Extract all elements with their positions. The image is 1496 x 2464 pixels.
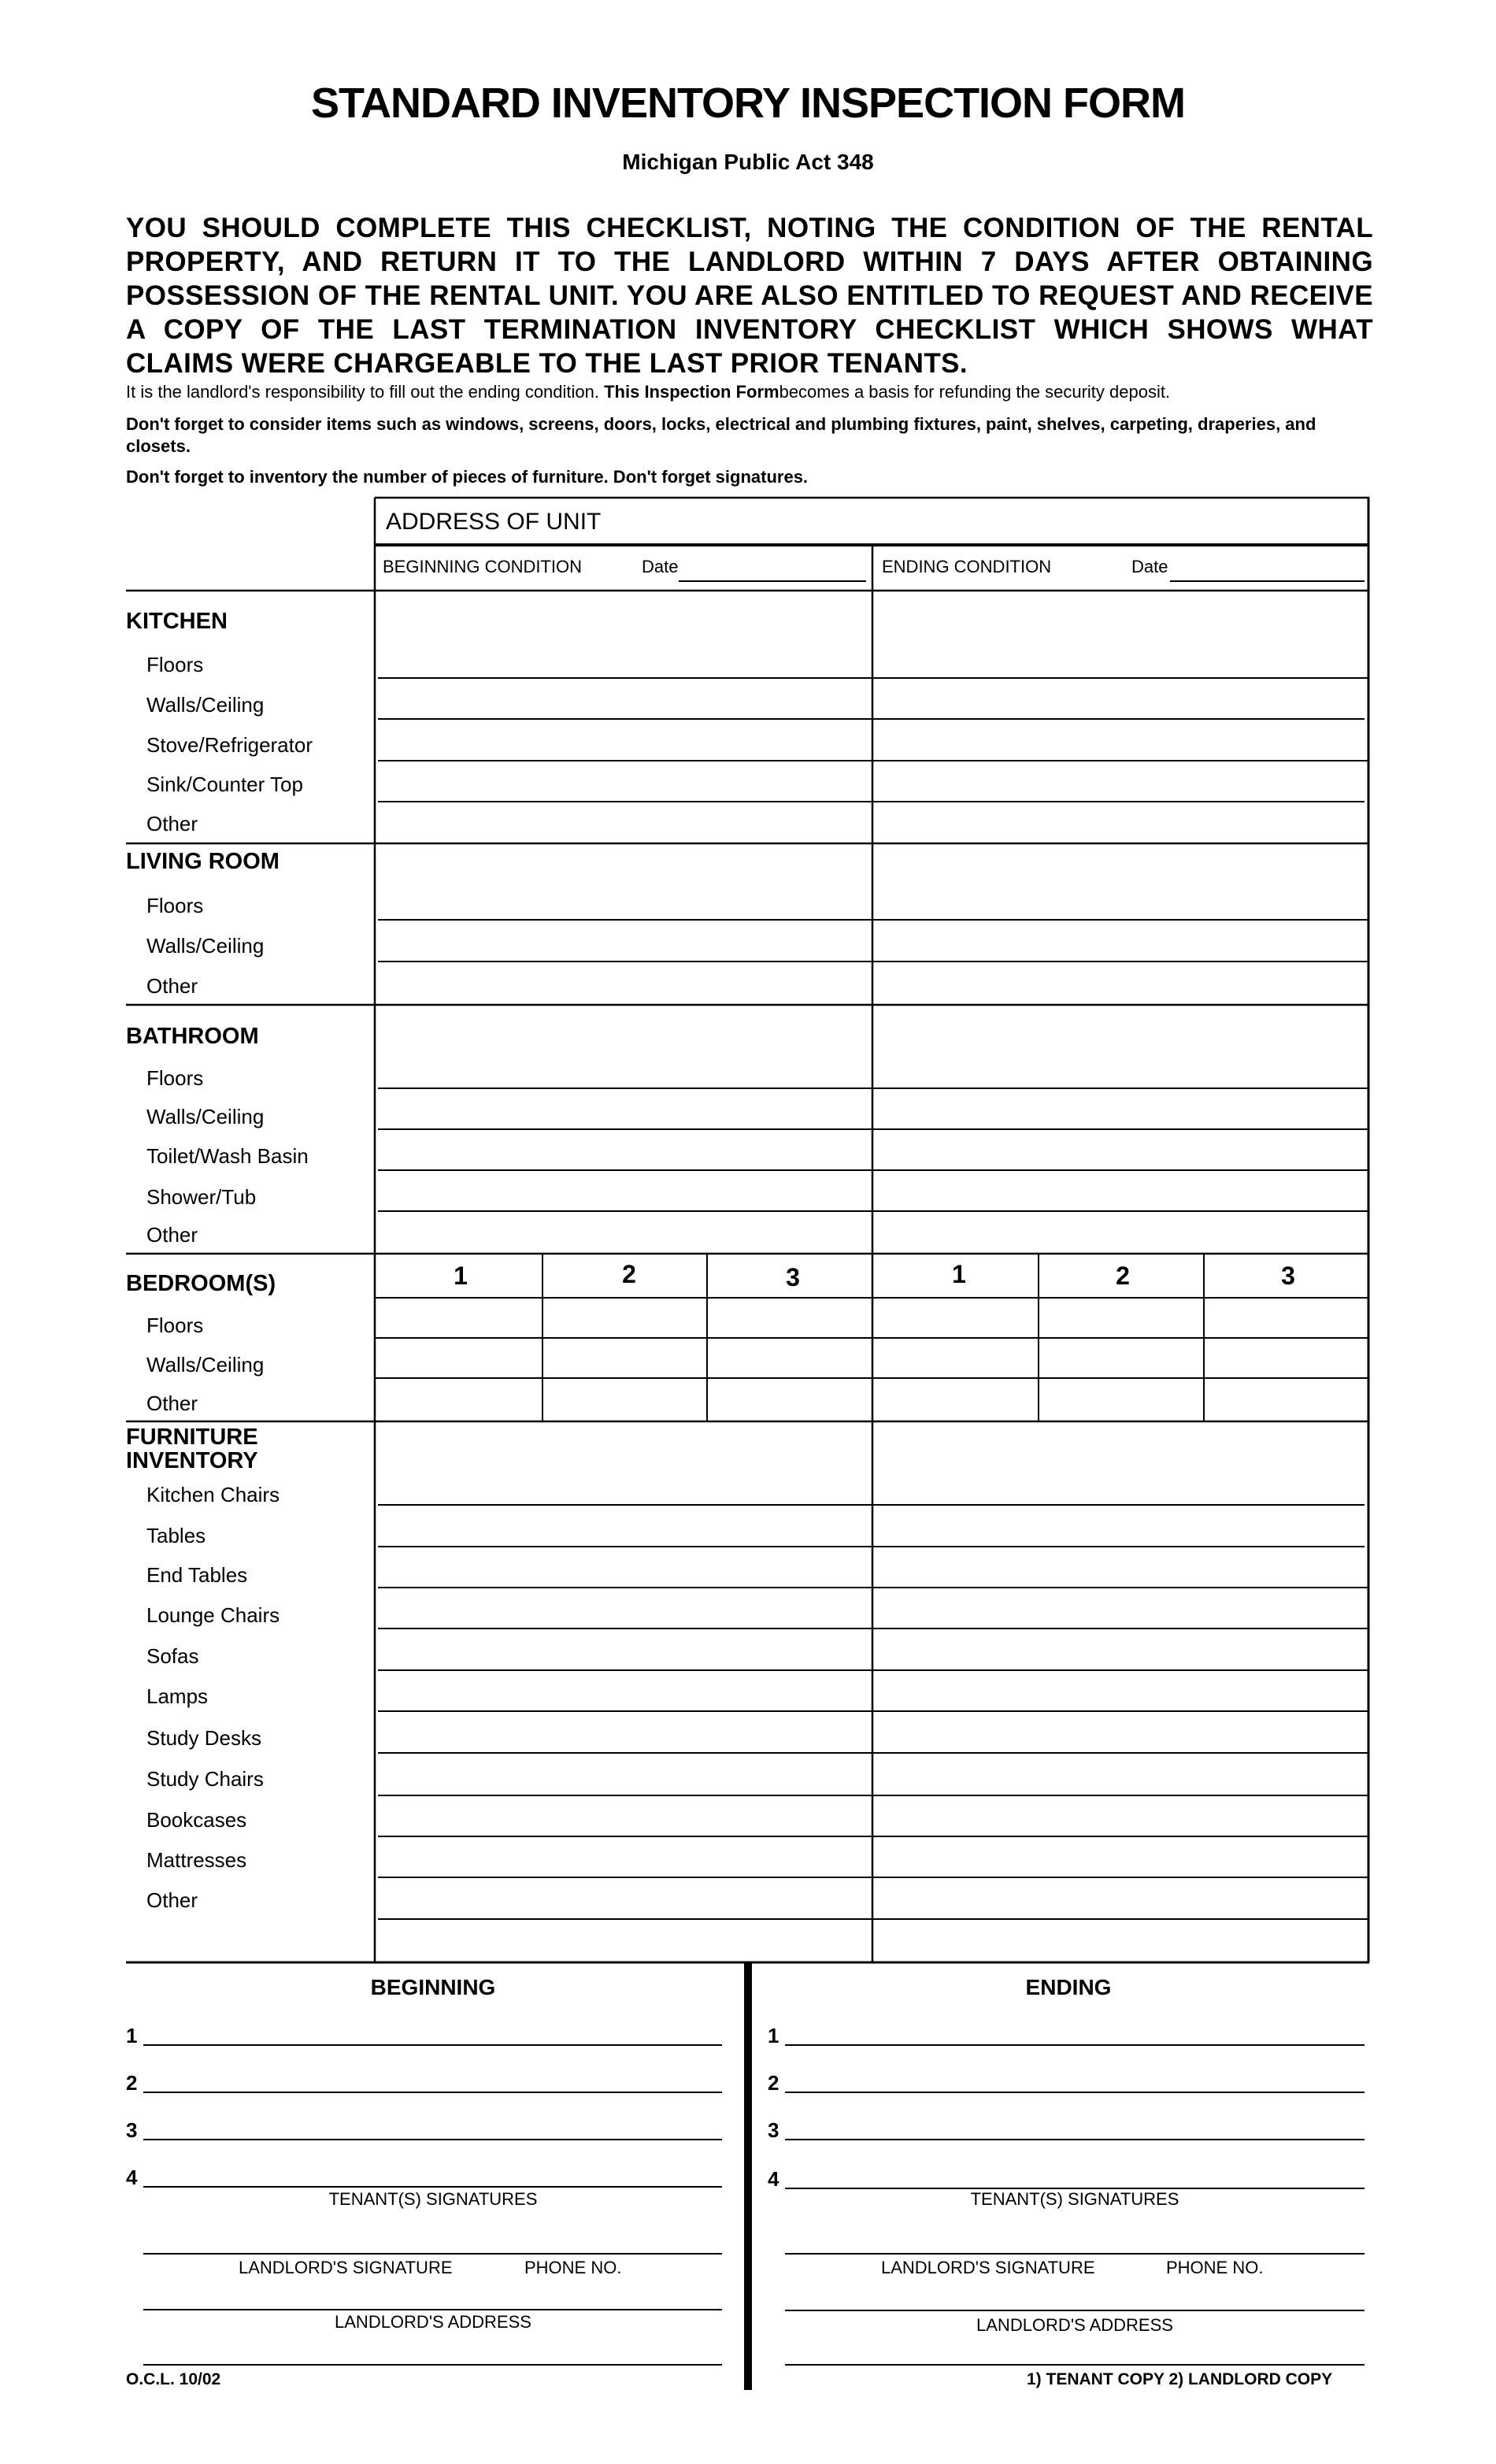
furniture-item: Other	[146, 1888, 198, 1912]
living-room-item: Floors	[146, 894, 204, 917]
furniture-item: Kitchen Chairs	[146, 1483, 280, 1506]
tenant-signatures-label: TENANT(S) SIGNATURES	[328, 2189, 538, 2209]
section-kitchen: KITCHEN	[126, 609, 228, 634]
signature-line-number: 3	[126, 2118, 138, 2142]
beginning-signatures-title: BEGINNING	[370, 1975, 496, 1999]
signature-line-number: 4	[768, 2167, 779, 2191]
bathroom-item: Floors	[146, 1066, 204, 1090]
bedroom-number: 1	[952, 1260, 966, 1288]
bedroom-number: 3	[786, 1263, 800, 1291]
kitchen-item: Floors	[146, 653, 204, 676]
section-furniture-inventory	[126, 1425, 258, 1473]
landlord-signature-label: LANDLORD'S SIGNATURE	[881, 2258, 1095, 2277]
bedroom-number: 2	[622, 1260, 636, 1288]
address-of-unit-label: ADDRESS OF UNIT	[386, 509, 602, 535]
section-bathroom: BATHROOM	[126, 1024, 259, 1049]
form-code: O.C.L. 10/02	[126, 2370, 221, 2388]
signature-line-number: 2	[126, 2071, 138, 2095]
bathroom-item: Other	[146, 1223, 198, 1247]
furniture-item: Lounge Chairs	[146, 1603, 280, 1627]
bathroom-item: Shower/Tub	[146, 1185, 257, 1209]
note-bold-part: This Inspection Form	[604, 382, 779, 402]
furniture-item: Bookcases	[146, 1808, 247, 1832]
note-consider-items: Don't forget to consider items such as windows, screens, doors, locks, electrical and plumbing fixtures, paint, shelves, carpeting, draperies, and closets.	[126, 414, 1316, 456]
signature-line-number: 3	[768, 2118, 779, 2142]
form-title: STANDARD INVENTORY INSPECTION FORM	[310, 80, 1186, 127]
bedroom-number: 1	[454, 1262, 468, 1290]
kitchen-item: Walls/Ceiling	[146, 693, 265, 717]
living-room-item: Walls/Ceiling	[146, 934, 265, 958]
landlord-signature-label: LANDLORD'S SIGNATURE	[239, 2258, 453, 2277]
furniture-item: Mattresses	[146, 1848, 247, 1872]
ending-date-label: Date	[1131, 557, 1168, 576]
note-part: It is the landlord's responsibility to fill out the ending condition.	[126, 382, 605, 402]
beginning-condition-label: BEGINNING CONDITION	[383, 557, 583, 576]
bedroom-number: 3	[1281, 1262, 1295, 1290]
bedroom-item: Floors	[146, 1314, 204, 1337]
form-subtitle: Michigan Public Act 348	[622, 150, 874, 174]
bathroom-item: Toilet/Wash Basin	[146, 1144, 309, 1168]
furniture-item: Lamps	[146, 1684, 209, 1708]
phone-number-label: PHONE NO.	[1166, 2258, 1264, 2277]
furniture-item: Sofas	[146, 1644, 199, 1668]
tenant-signatures-label: TENANT(S) SIGNATURES	[970, 2189, 1179, 2209]
signature-line-number: 4	[126, 2166, 138, 2189]
bedroom-number: 2	[1116, 1262, 1130, 1290]
ending-signatures-title: ENDING	[1025, 1975, 1112, 1999]
signature-line-number: 2	[768, 2071, 779, 2095]
landlord-address-label: LANDLORD'S ADDRESS	[976, 2315, 1173, 2335]
furniture-item: End Tables	[146, 1563, 248, 1587]
landlord-address-label: LANDLORD'S ADDRESS	[335, 2312, 531, 2332]
bathroom-item: Walls/Ceiling	[146, 1105, 265, 1128]
section-living-room: LIVING ROOM	[126, 849, 280, 874]
note-part: becomes a basis for refunding the security deposit.	[779, 382, 1171, 402]
living-room-item: Other	[146, 974, 198, 998]
note-inventory-furniture: Don't forget to inventory the number of pieces of furniture. Don't forget signatures.	[126, 467, 809, 487]
copy-distribution: 1) TENANT COPY 2) LANDLORD COPY	[1027, 2370, 1333, 2388]
bedroom-item: Other	[146, 1391, 198, 1415]
kitchen-item: Stove/Refrigerator	[146, 733, 313, 757]
signature-line-number: 1	[126, 2024, 138, 2047]
ending-condition-label: ENDING CONDITION	[882, 557, 1052, 576]
furniture-item: Study Desks	[146, 1726, 261, 1750]
kitchen-item: Sink/Counter Top	[146, 773, 303, 796]
signature-line-number: 1	[768, 2024, 779, 2047]
furniture-title-line: FURNITURE	[126, 1425, 258, 1450]
intro-instructions: YOU SHOULD COMPLETE THIS CHECKLIST, NOTING THE CONDITION OF THE RENTAL PROPERTY, AND RETURN IT TO THE LANDLORD WITHIN 7 DAYS AFTER OBTAINING POSSESSION OF THE RENTAL UNIT. YOU ARE ALSO ENTITLED TO REQUEST AND RECEIVE A COPY OF THE LAST TERMINATION INVENTORY CHECKLIST WHICH SHOWS WHAT CLAIMS WERE CHARGEABLE TO THE LAST PRIOR TENANTS.	[126, 213, 1373, 379]
phone-number-label: PHONE NO.	[524, 2258, 622, 2277]
beginning-date-label: Date	[642, 557, 679, 576]
furniture-item: Tables	[146, 1524, 206, 1547]
kitchen-item: Other	[146, 812, 198, 836]
furniture-item: Study Chairs	[146, 1767, 264, 1791]
furniture-title-line: INVENTORY	[126, 1448, 258, 1473]
bedroom-item: Walls/Ceiling	[146, 1353, 265, 1377]
section-bedrooms: BEDROOM(S)	[126, 1271, 276, 1296]
